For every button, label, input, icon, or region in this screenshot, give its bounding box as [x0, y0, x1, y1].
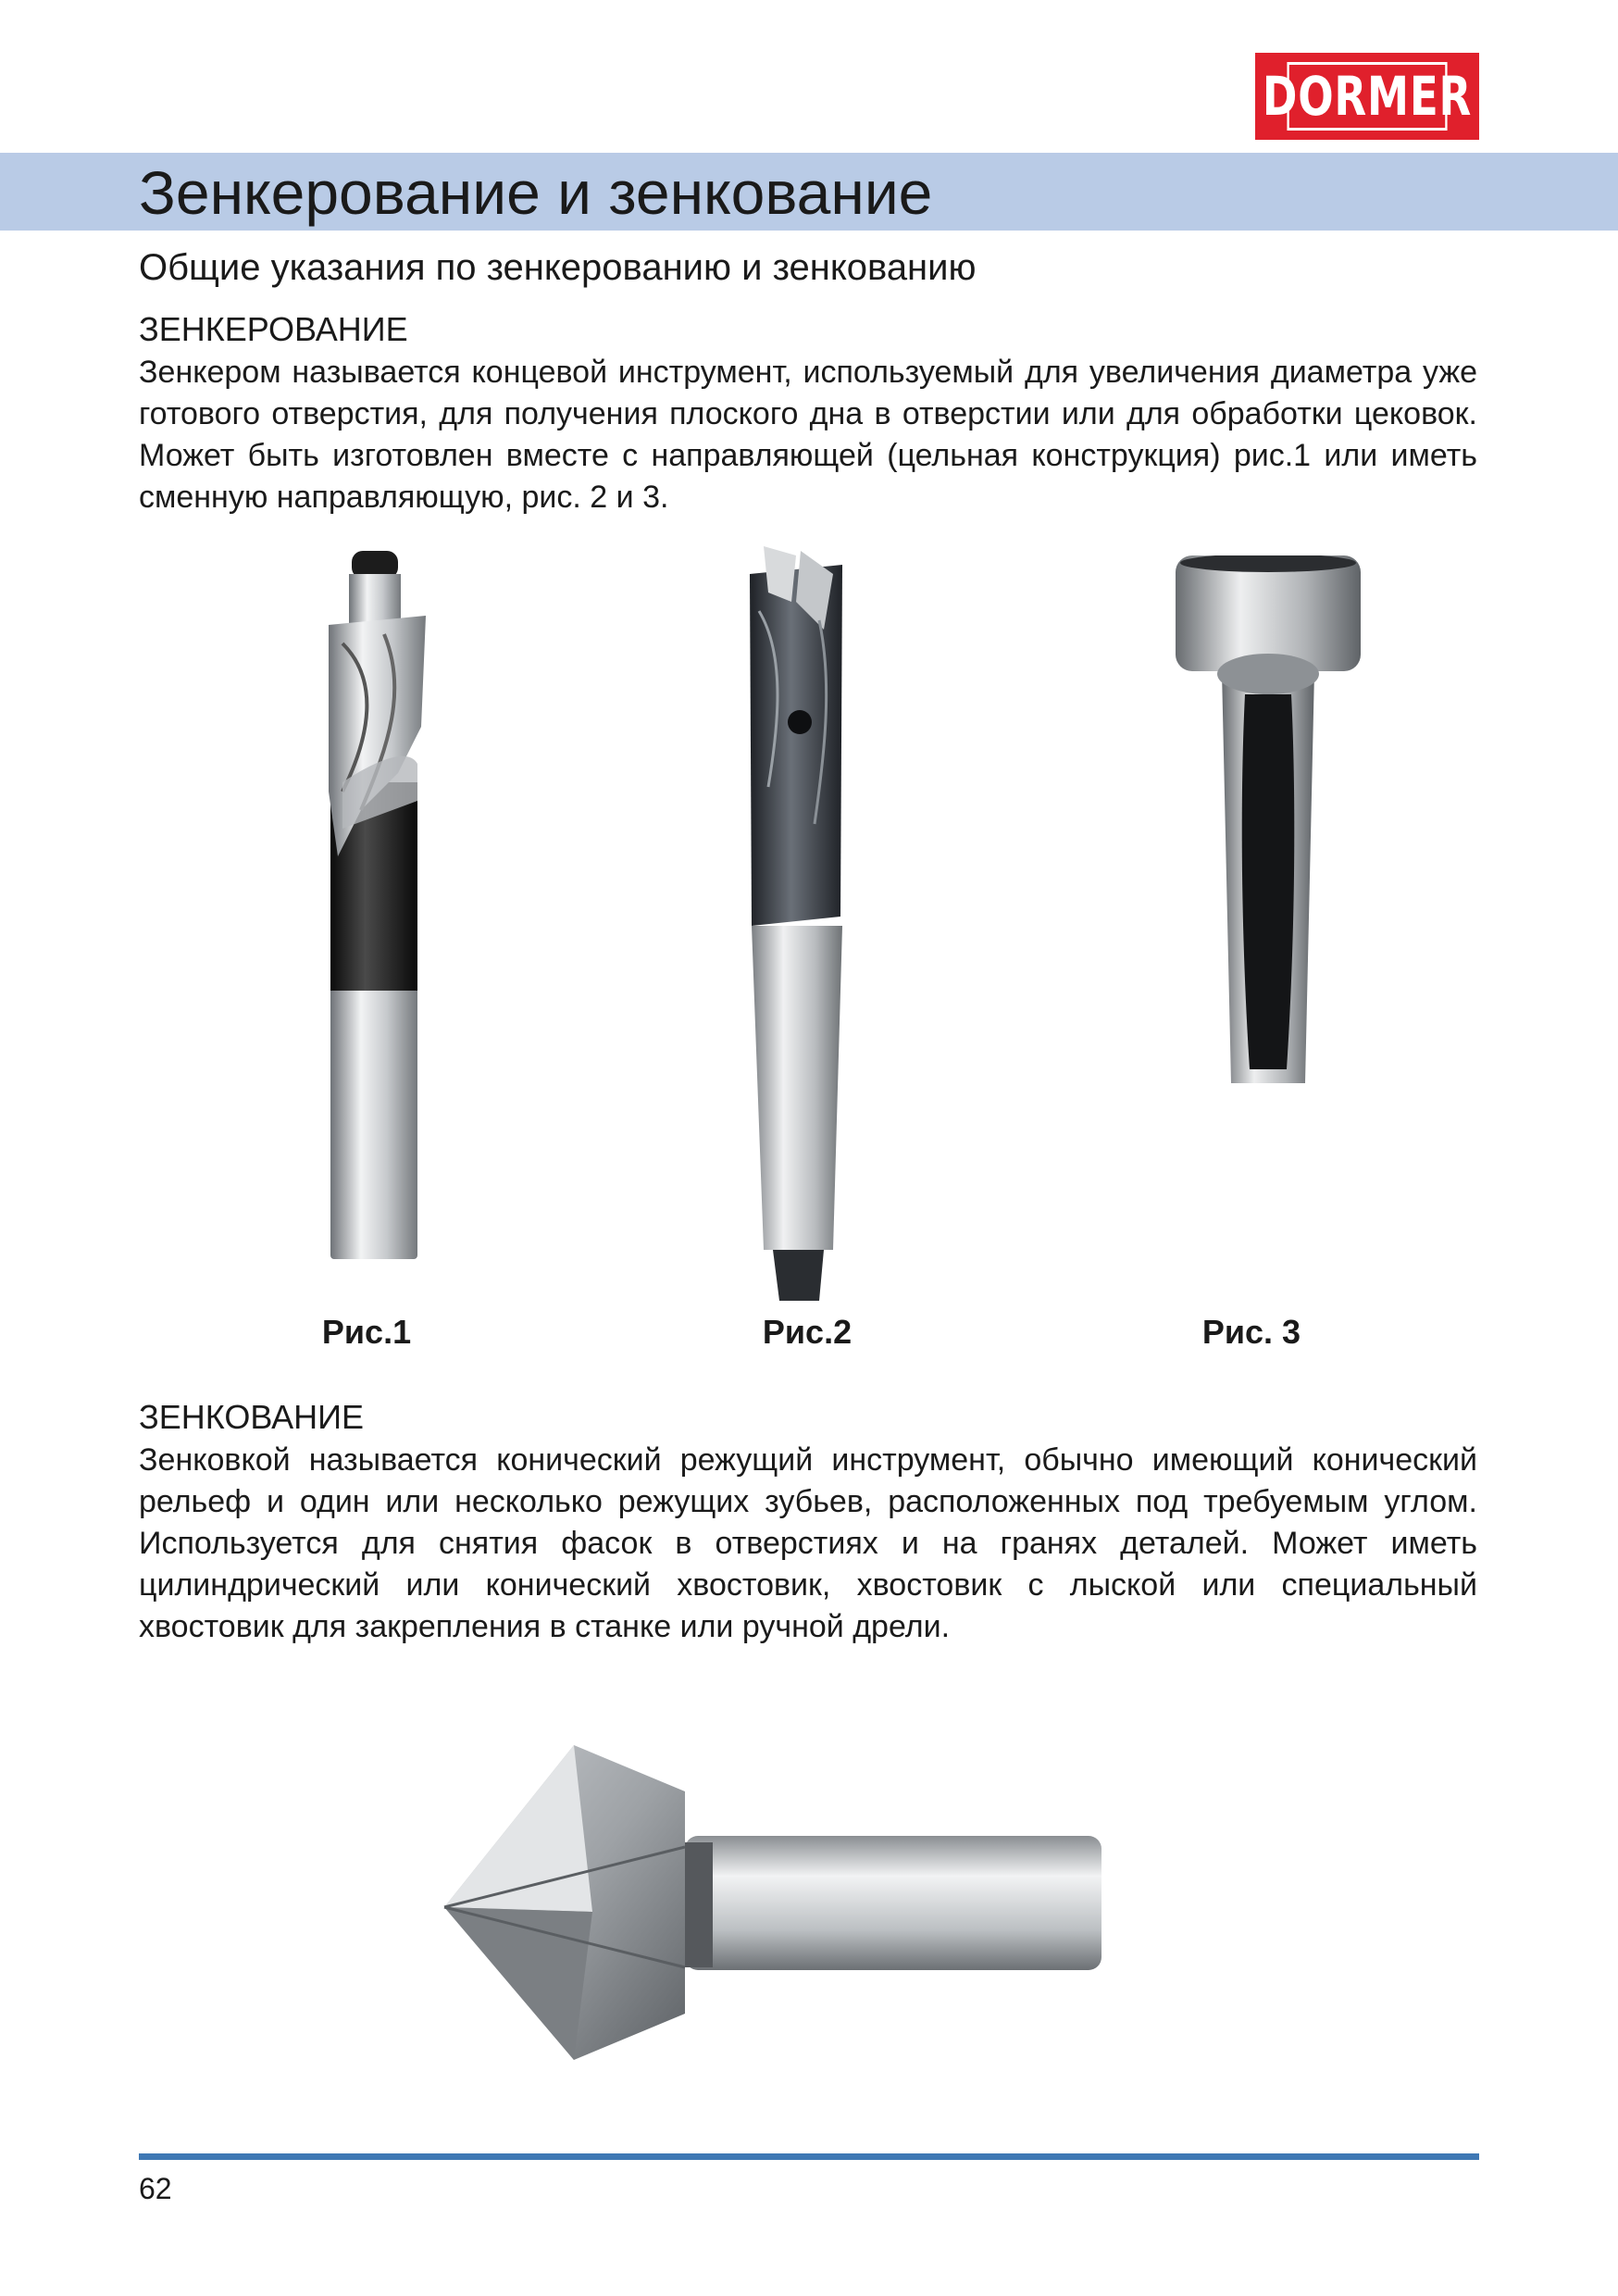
figure-caption-3: Рис. 3: [1201, 1313, 1301, 1351]
page-title: Зенкерование и зенкование: [139, 158, 933, 227]
counterbore-integral-pilot-icon: [305, 551, 444, 1264]
page-subtitle: Общие указания по зенкерованию и зенкованию: [139, 247, 977, 288]
logo-text: DORMER: [1287, 62, 1447, 131]
counterbore-taper-shank-icon: [731, 546, 861, 1315]
page-number: 62: [139, 2172, 172, 2205]
section-text-counterboring: Зенкером называется концевой инструмент, используемый для увеличения диаметра уже готового отверстия, для получения плоского дна в отверстии или для обработки цековок. Может быть изготовлен вместе с направляющей (цельная конструкция) рис.1 или иметь сменную направляющую, рис. 2 и 3.: [139, 355, 1477, 515]
section-heading-countersinking: ЗЕНКОВАНИЕ: [139, 1398, 365, 1436]
section-text-countersinking: Зенковкой называется конический режущий инструмент, обычно имеющий конический рельеф и один или несколько режущих зубьев, расположенных под требуемым углом. Используется для снятия фасок в отверстиях и на гранях деталей. Может иметь цилиндрический или конический хвостовик, хвостовик с лыской или специальный хвостовик для закрепления в станке или ручной дрели.: [139, 1442, 1477, 1644]
footer-rule: [139, 2153, 1479, 2160]
countersink-icon: [435, 1736, 1101, 2065]
figure-caption-2: Рис.2: [762, 1313, 853, 1351]
figure-caption-1: Рис.1: [321, 1313, 412, 1351]
dormer-logo: [1255, 53, 1479, 140]
section-heading-counterboring: ЗЕНКЕРОВАНИЕ: [139, 310, 408, 348]
interchangeable-pilot-icon: [1166, 555, 1370, 1088]
